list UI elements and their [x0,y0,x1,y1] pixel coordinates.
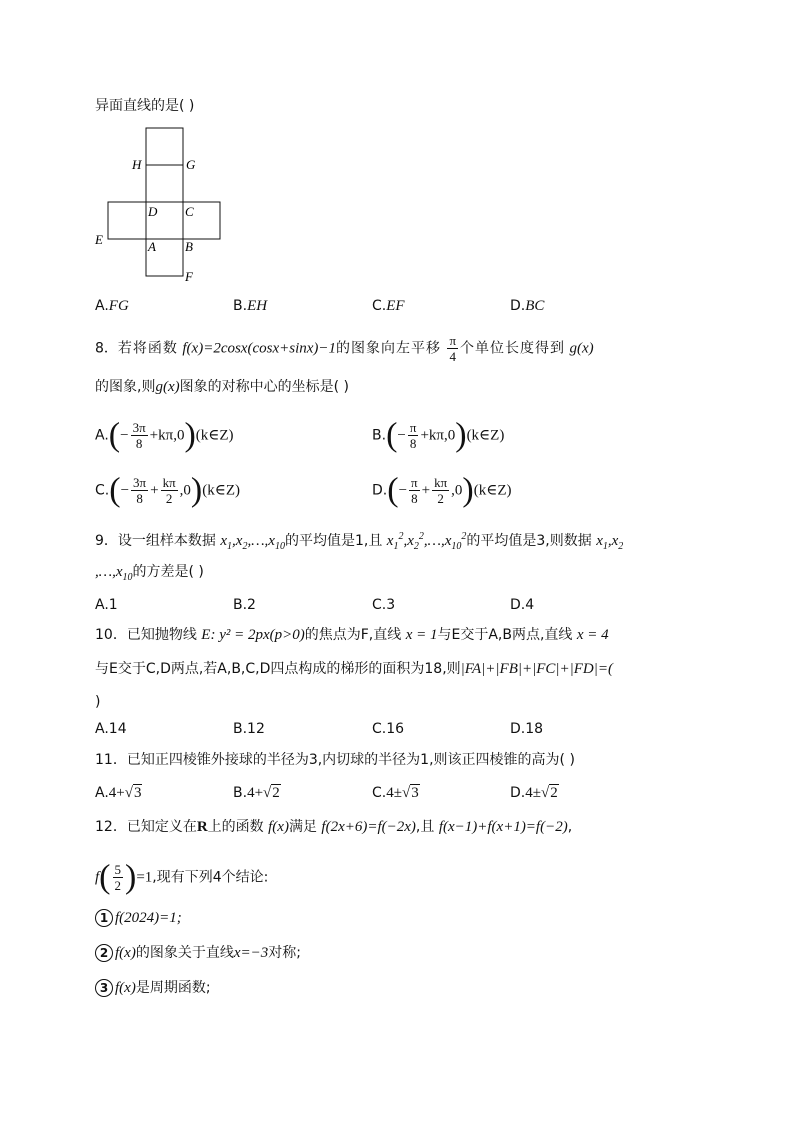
q12-stem-2: f( $\frac{5}{2}$ )=1,现有下列4个结论: [95,858,269,896]
q12-conclusion-1: 1 f(2024)=1; [95,908,182,928]
q8-stem: 8．若将函数 f(x)=2cosx(cosx+sinx)−1的图象向左平移 $\frac{\pi}{4}$ 个单位长度得到 g(x) [95,333,594,364]
label-F: F [185,269,193,284]
q9-stem: 9．设一组样本数据 $x_1,x_2,\dots,x_{10}$的平均值是1,且 $x_1^2,x_2^2,\dots,x_{10}^2$的平均值是3,则数据 $x_1,x_2$ [95,531,624,552]
q9-stem-2: $,\dots,x_{10}$的方差是( ) [95,564,204,583]
q10-option-b: B.12 [233,721,265,737]
q12-stem: 12．已知定义在R上的函数 f(x)满足 f(2x+6)=f(−2x),且 f(x−1)+f(x+1)=f(−2), [95,819,573,835]
label-A: A [148,239,156,254]
circled-2-icon: 2 [95,944,113,962]
q12-conclusion-3: 3 f(x)是周期函数; [95,978,211,998]
q10-stem-3: ) [95,694,101,710]
q8-option-c: C.(− $\frac{3\pi}{8}$ + $\frac{k\pi}{2}$ ,0)(k∈Z) [95,471,240,509]
q11-option-b: B.4+√2 [233,785,280,801]
label-G: G [186,157,196,172]
label-D: D [148,204,158,219]
q9-option-d: D.4 [510,597,535,613]
q9-option-a: A.1 [95,597,118,613]
q9-option-c: C.3 [372,597,396,613]
q7-option-c: C.EF [372,298,405,314]
label-E: E [95,232,103,247]
q10-option-d: D.18 [510,721,544,737]
q11-option-c: C.4±√3 [372,785,419,801]
q11-option-a: A.4+√3 [95,785,142,801]
q10-option-c: C.16 [372,721,405,737]
q8-option-a: A.(− $\frac{3\pi}{8}$ +kπ,0)(k∈Z) [95,416,234,454]
q7-option-a: A.FG [95,298,129,314]
q10-option-a: A.14 [95,721,127,737]
q8-option-d: D.(− $\frac{\pi}{8}$ + $\frac{k\pi}{2}$ ,0)(k∈Z) [372,471,512,509]
q7-option-b: B.EH [233,298,268,314]
q10-stem-2: 与E交于C,D两点,若A,B,C,D四点构成的梯形的面积为18,则|FA|+|FB|+|FC|+|FD|=( [95,661,614,677]
q12-conclusion-2: 2 f(x)的图象关于直线x=−3对称; [95,943,301,963]
q11-option-d: D.4±√2 [510,785,558,801]
q10-stem: 10．已知抛物线 E: y² = 2px(p>0)的焦点为F,直线 x = 1与E交于A,B两点,直线 x = 4 [95,627,609,643]
q8-option-b: B.(− $\frac{\pi}{8}$ +kπ,0)(k∈Z) [372,416,505,454]
circled-1-icon: 1 [95,909,113,927]
q7-option-d: D.BC [510,298,545,314]
q8-stem-2: 的图象,则g(x)图象的对称中心的坐标是( ) [95,379,349,395]
label-B: B [185,239,193,254]
cube-net-figure [90,120,250,290]
label-C: C [185,204,194,219]
label-H: H [132,157,142,172]
q7-stem-end: 异面直线的是( ) [95,98,195,114]
q9-option-b: B.2 [233,597,256,613]
q11-stem: 11．已知正四棱锥外接球的半径为3,内切球的半径为1,则该正四棱锥的高为( ) [95,752,575,768]
circled-3-icon: 3 [95,979,113,997]
